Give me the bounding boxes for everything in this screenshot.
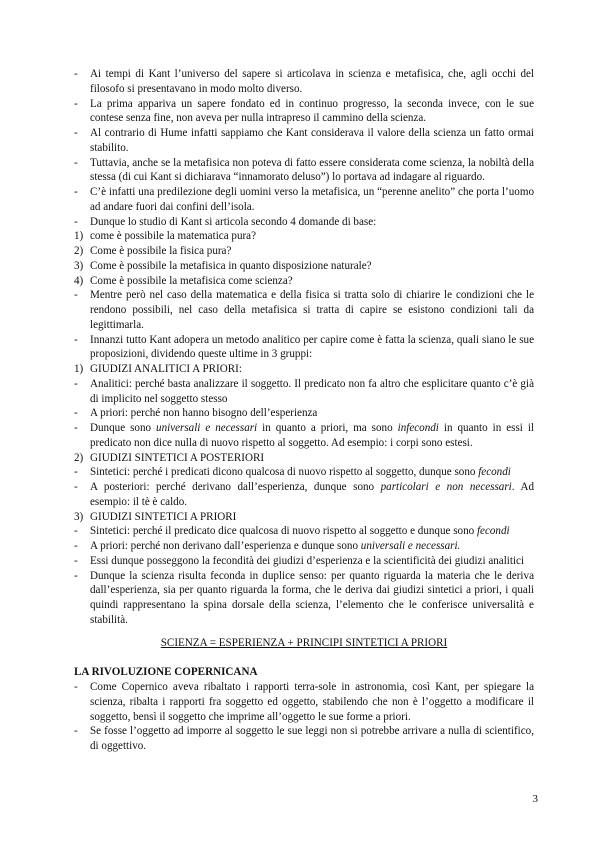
list-item xyxy=(74,274,534,289)
list-marker: - xyxy=(74,68,78,80)
list-item-text xyxy=(90,97,534,127)
list-item-text xyxy=(90,185,534,215)
list-item xyxy=(74,126,534,156)
text-run: Dunque la scienza risulta feconda in duplice senso: per quanto riguarda la materia che le deriva dall’esperienza, sia per quanto riguarda la forma, che le deriva dai giudizi sintetici a priori, i quali quindi rappresentano la spina dorsale della scienza, l’elemento che le conferisce universalità e stabilità. xyxy=(90,569,534,626)
list-marker: - xyxy=(74,289,78,302)
list-item-text xyxy=(90,229,534,244)
list-item xyxy=(74,185,534,215)
list-item-text xyxy=(90,244,534,259)
page-number: 3 xyxy=(532,793,538,805)
bullet-list-2 xyxy=(74,680,534,754)
list-marker: - xyxy=(74,215,78,228)
list-marker: - xyxy=(74,481,78,493)
text-run: Come è possibile la fisica pura? xyxy=(90,245,232,257)
text-run: Mentre però nel caso della matematica e della fisica si tratta solo di chiarire le condizioni che le rendono possibili, nel caso della metafisica si tratta di capire se esistono condizioni tali da legittimarla. xyxy=(90,289,534,331)
list-item xyxy=(74,259,534,274)
list-item-text xyxy=(90,524,534,539)
list-marker: 2) xyxy=(74,451,84,464)
page-content xyxy=(74,67,534,754)
section-heading: LA RIVOLUZIONE COPERNICANA xyxy=(74,666,258,679)
text-run: La prima appariva un sapere fondato ed in continuo progresso, la seconda invece, con le sue contese senza fine, non aveva per nulla intrapreso il cammino della scienza. xyxy=(90,97,534,125)
list-item xyxy=(74,97,534,127)
list-item-text xyxy=(90,465,534,480)
list-item xyxy=(74,362,534,377)
list-marker: - xyxy=(74,681,78,693)
list-marker: 2) xyxy=(74,245,84,257)
list-item xyxy=(74,554,534,569)
text-run: Dunque sono xyxy=(90,422,157,434)
list-marker: - xyxy=(74,525,78,538)
text-run: come è possibile la matematica pura? xyxy=(90,230,257,243)
list-marker: - xyxy=(74,97,78,110)
list-item xyxy=(74,465,534,480)
text-run: Se fosse l’oggetto ad imporre al soggetto le sue leggi non si potrebbe arrivare a nulla di scientifico, di oggettivo. xyxy=(90,725,534,752)
list-item xyxy=(74,569,534,628)
text-run: Sintetici: perché i predicati dicono qualcosa di nuovo rispetto al soggetto, dunque sono xyxy=(90,466,479,479)
text-run: Come è possibile la metafisica in quanto disposizione naturale? xyxy=(90,259,372,272)
list-marker: - xyxy=(74,407,78,420)
text-run: C’è infatti una predilezione degli uomini verso la metafisica, un “perenne anelito” che porta l’uomo ad andare fuori dai confini dell’isola. xyxy=(90,186,534,213)
text-run: A priori: perché non hanno bisogno dell’esperienza xyxy=(90,407,318,420)
list-item-text xyxy=(90,377,534,407)
text-run: GIUDIZI SINTETICI A PRIORI xyxy=(90,510,237,523)
list-item-text xyxy=(90,724,534,754)
italic-text: universali e necessari. xyxy=(360,540,461,552)
list-item-text xyxy=(90,569,534,628)
list-marker: - xyxy=(74,377,78,390)
italic-text: particolari e non necessari xyxy=(380,481,512,493)
text-run: Come Copernico aveva ribaltato i rapporti terra-sole in astronomia, così Kant, per spiegare la scienza, ribalta i rapporti fra soggetto ed oggetto, stabilendo che non è l’oggetto a modificare il soggetto, bensì il soggetto che imprime all’oggetto le sue forme a priori. xyxy=(90,681,534,723)
list-marker: 4) xyxy=(74,274,84,287)
list-marker: 3) xyxy=(74,510,84,523)
list-item-text xyxy=(90,288,534,332)
list-item xyxy=(74,724,534,754)
italic-text: universali e necessari xyxy=(156,422,258,434)
list-item xyxy=(74,67,534,97)
list-marker: - xyxy=(74,156,78,169)
list-item-text xyxy=(90,259,534,274)
list-marker: - xyxy=(74,466,78,479)
list-marker: - xyxy=(74,554,78,567)
list-item xyxy=(74,406,534,421)
list-item xyxy=(74,229,534,244)
text-run: Innanzi tutto Kant adopera un metodo analitico per capire come è fatta la scienza, quali siano le sue proposizioni, dividendo queste ultime in 3 gruppi: xyxy=(90,333,534,361)
list-item-text xyxy=(90,215,534,230)
bullet-list xyxy=(74,67,534,628)
text-run: in quanto in essi il predicato non dice nulla di nuovo rispetto al soggetto. Ad esempio: i corpi sono estesi. xyxy=(90,422,534,449)
list-marker: - xyxy=(74,422,78,434)
list-item xyxy=(74,510,534,525)
list-item xyxy=(74,480,534,510)
list-item xyxy=(74,156,534,186)
list-marker: - xyxy=(74,127,78,139)
formula-line: SCIENZA = ESPERIENZA + PRINCIPI SINTETICI A PRIORI xyxy=(160,636,448,649)
list-item-text xyxy=(90,362,534,377)
list-item-text xyxy=(90,406,534,421)
list-item xyxy=(74,215,534,230)
list-item xyxy=(74,244,534,259)
list-item xyxy=(74,680,534,724)
list-marker: - xyxy=(74,186,78,198)
list-item-text xyxy=(90,126,534,156)
text-run: . Ad esempio: il tè è caldo. xyxy=(90,481,535,508)
text-run: Analitici: perché basta analizzare il soggetto. Il predicato non fa altro che esplicitare quanto c’è già di implicito nel soggetto stesso xyxy=(90,377,534,405)
list-marker: - xyxy=(74,333,78,346)
list-item-text xyxy=(90,274,534,289)
text-run: Essi dunque posseggono la fecondità dei giudizi d’esperienza e la scientificità dei giudizi analitici xyxy=(90,554,525,567)
list-item-text xyxy=(90,333,534,363)
italic-text: infecondi xyxy=(397,422,439,434)
list-marker: 1) xyxy=(74,230,84,243)
list-item-text xyxy=(90,156,534,186)
list-marker: 1) xyxy=(74,363,84,375)
list-item xyxy=(74,288,534,332)
text-run: Come è possibile la metafisica come scienza? xyxy=(90,274,293,287)
list-item-text xyxy=(90,554,534,569)
list-item-text xyxy=(90,67,534,97)
list-marker: 3) xyxy=(74,259,84,272)
list-item-text xyxy=(90,451,534,466)
italic-text: fecondi xyxy=(478,466,511,479)
text-run: A priori: perché non derivano dall’esperienza e dunque sono xyxy=(90,540,361,552)
list-item-text xyxy=(90,480,534,510)
list-marker: - xyxy=(74,569,78,582)
list-item xyxy=(74,524,534,539)
list-item-text xyxy=(90,539,534,554)
list-item xyxy=(74,421,534,451)
list-item-text xyxy=(90,421,534,451)
text-run: Dunque lo studio di Kant si articola secondo 4 domande di base: xyxy=(90,215,377,228)
list-item-text xyxy=(90,680,534,724)
list-item xyxy=(74,377,534,407)
text-run: Al contrario di Hume infatti sappiamo che Kant considerava il valore della scienza un fatto ormai stabilito. xyxy=(90,127,534,154)
list-item-text xyxy=(90,510,534,525)
list-item xyxy=(74,539,534,554)
text-run: Ai tempi di Kant l’universo del sapere si articolava in scienza e metafisica, che, agli occhi del filosofo si presentavano in modo molto diverso. xyxy=(90,68,534,95)
italic-text: fecondi xyxy=(476,525,510,538)
text-run: GIUDIZI ANALITICI A PRIORI: xyxy=(90,363,242,375)
text-run: Sintetici: perché il predicato dice qualcosa di nuovo rispetto al soggetto e dunque sono xyxy=(90,525,477,538)
text-run: A posteriori: perché derivano dall’esperienza, dunque sono xyxy=(90,481,381,493)
list-item xyxy=(74,451,534,466)
text-run: Tuttavia, anche se la metafisica non poteva di fatto essere considerata come scienza, la nobiltà della stessa (di cui Kant si dichiarava “innamorato deluso”) lo portava ad indagare al riguardo. xyxy=(90,156,534,184)
list-item xyxy=(74,333,534,363)
list-marker: - xyxy=(74,725,78,738)
list-marker: - xyxy=(74,540,78,552)
text-run: GIUDIZI SINTETICI A POSTERIORI xyxy=(90,451,265,464)
text-run: in quanto a priori, ma sono xyxy=(257,422,398,434)
